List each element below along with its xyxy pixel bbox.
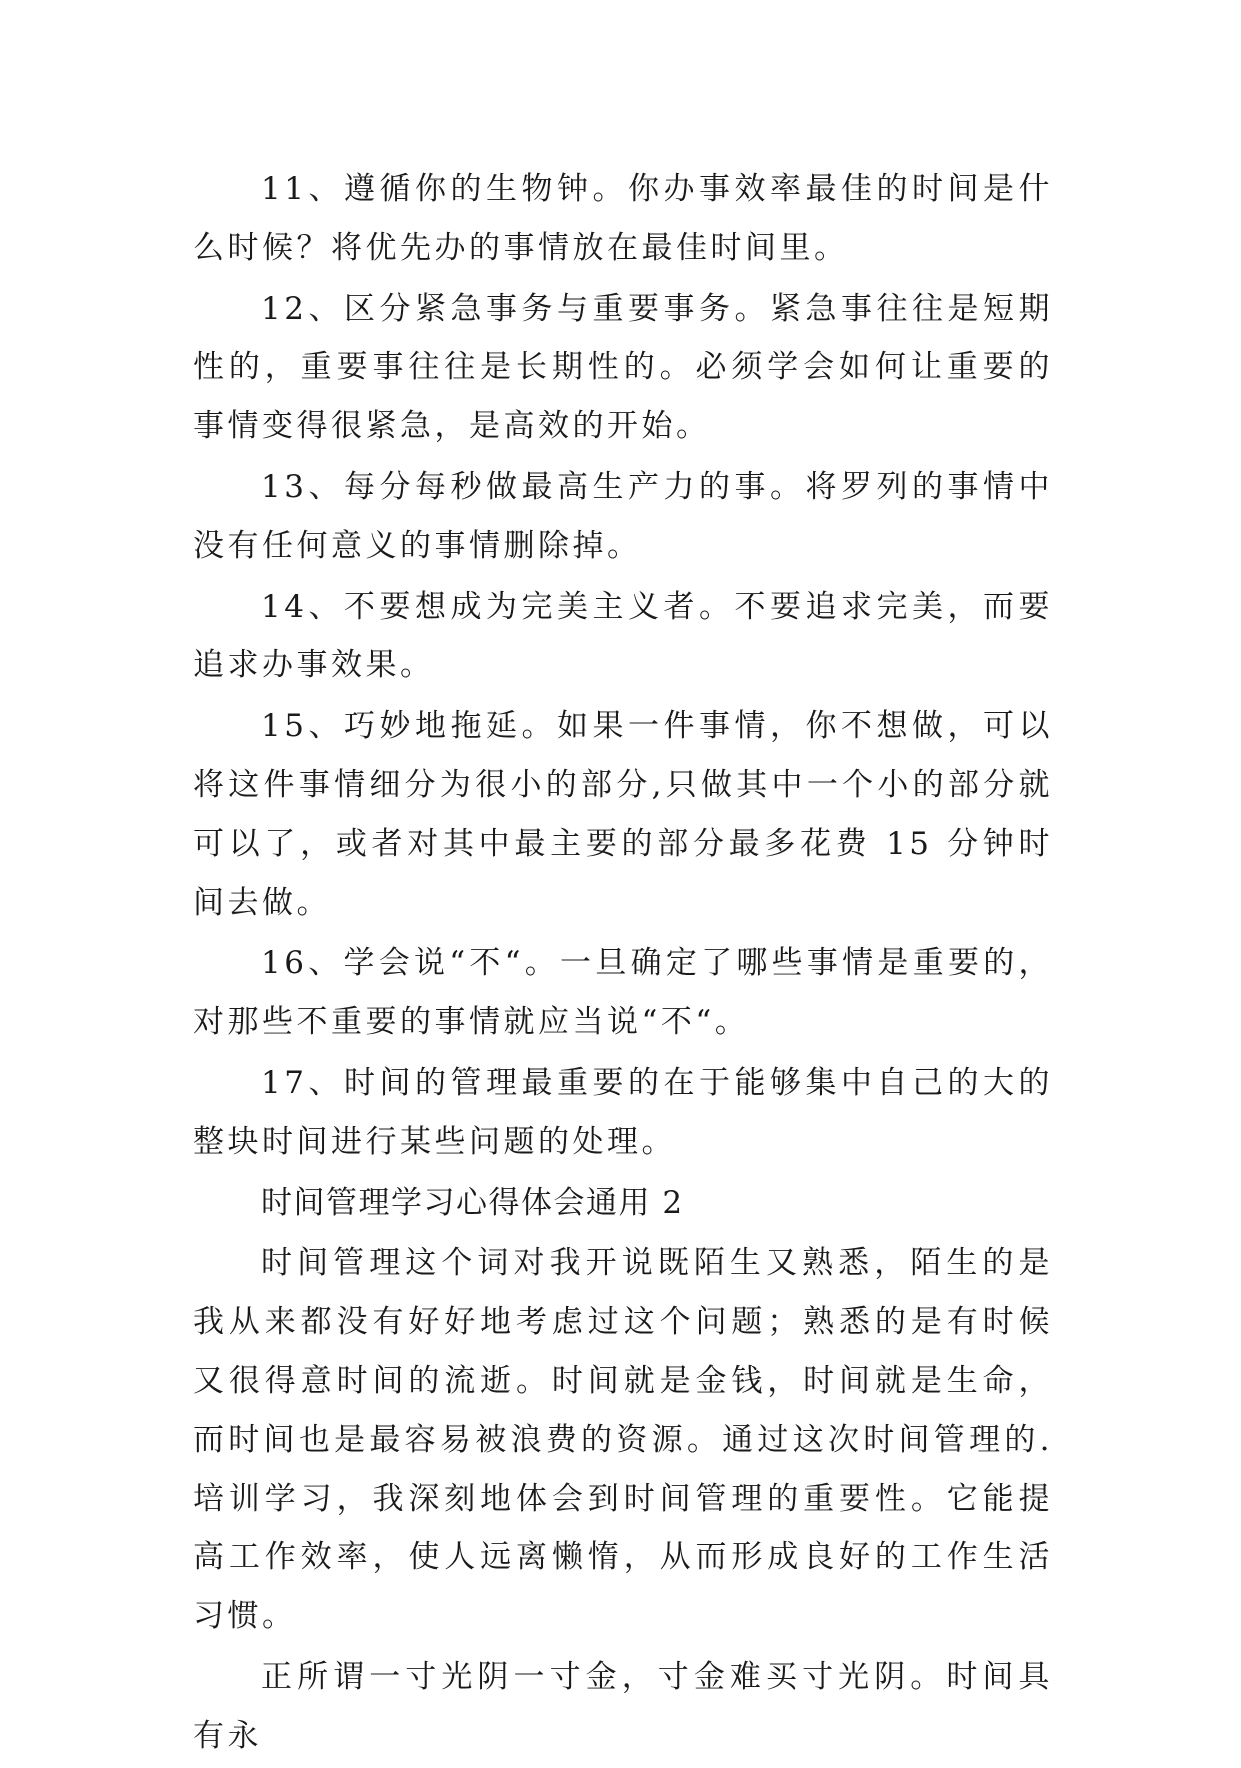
paragraph-tip-15: 15、巧妙地拖延。如果一件事情，你不想做，可以将这件事情细分为很小的部分,只做其中一个小的部分就可以了，或者对其中最主要的部分最多花费 15 分钟时间去做。 — [193, 708, 1053, 921]
section-heading: 时间管理学习心得体会通用 2 — [261, 1184, 684, 1221]
paragraph-tip-13: 13、每分每秒做最高生产力的事。将罗列的事情中没有任何意义的事情删除掉。 — [193, 468, 1053, 564]
paragraph-tip-14: 14、不要想成为完美主义者。不要追求完美，而要追求办事效果。 — [193, 588, 1053, 684]
body-paragraph: 时间管理这个词对我开说既陌生又熟悉，陌生的是我从来都没有好好地考虑过这个问题；熟悉的是有时候又很得意时间的流逝。时间就是金钱，时间就是生命，而时间也是最容易被浪费的资源。通过这次时间管理的.培训学习，我深刻地体会到时间管理的重要性。它能提高工作效率，使人远离懒惰，从而形成良好的工作生活习惯。 — [193, 1245, 1053, 1635]
body-paragraph-continued: 正所谓一寸光阴一寸金，寸金难买寸光阴。时间具有永 — [193, 1658, 1053, 1754]
paragraph-tip-17: 17、时间的管理最重要的在于能够集中自己的大的整块时间进行某些问题的处理。 — [193, 1064, 1053, 1160]
paragraph-tip-11: 11、遵循你的生物钟。你办事效率最佳的时间是什么时候？将优先办的事情放在最佳时间里。 — [193, 171, 1053, 266]
paragraph-tip-16: 16、学会说“不“。一旦确定了哪些事情是重要的，对那些不重要的事情就应当说“不“。 — [193, 945, 1053, 1041]
document-page — [193, 160, 1053, 1768]
paragraph-tip-12: 12、区分紧急事务与重要事务。紧急事往往是短期性的，重要事往往是长期性的。必须学会如何让重要的事情变得很紧急，是高效的开始。 — [193, 290, 1053, 445]
